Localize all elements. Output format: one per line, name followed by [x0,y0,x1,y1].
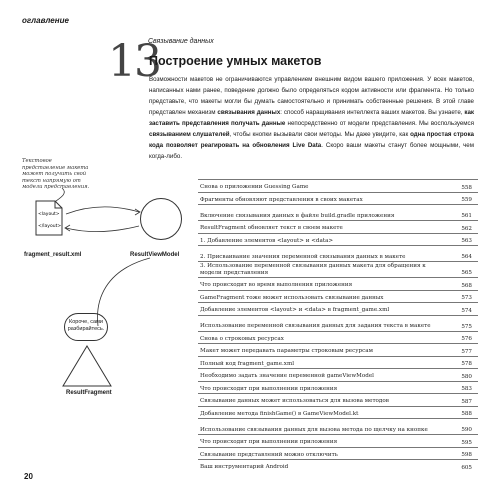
toc-row [198,179,478,192]
toc-title: Снова о строковых ресурсах [200,335,284,342]
file-label: fragment_result.xml [24,252,82,258]
toc-title: 3. Использование переменной связывания данных макета для обращения к модели представления [200,263,426,276]
toc-row [198,406,478,419]
toc-title: Добавление метода finishGame() в GameViewModel.kt [200,410,359,417]
toc-title: Что происходит во время выполнения приложения [200,282,353,288]
toc-title: Необходимо задать значение переменной gameViewModel [200,373,374,379]
chapter-number: 13 [108,36,160,87]
toc-title: Связывание представлений можно отключить [200,451,338,458]
toc-row [198,368,478,381]
toc-page: 590 [461,427,472,433]
toc-title: GameFragment тоже может использовать связывание данных [200,294,384,301]
toc-title: Включение связывания данных в файле build.gradle приложения [200,212,395,219]
toc-title: Ваш инструментарий Android [200,464,289,470]
toc-title: Что происходит при выполнении приложения [200,439,338,445]
section-label: оглавление [22,16,69,25]
toc-title: Использование связывания данных для вызова метода по щелчку на кнопке [200,426,428,433]
toc-title: Снова о приложении Guessing Game [200,184,309,190]
toc-title: Связывание данных может использоваться для вызова методов [200,398,389,404]
toc-page: 595 [461,439,472,446]
toc-title: ResultFragment обновляет текст в своем макете [200,225,343,231]
speech-bubble: Короче, сами разбирайтесь. [64,313,108,341]
toc-row [198,459,478,472]
toc-page: 577 [461,348,472,355]
toc-row [198,233,478,246]
toc-page: 578 [461,361,472,367]
toc-page: 561 [461,213,472,219]
toc-page: 563 [461,238,472,244]
toc-page: 576 [461,336,472,342]
toc-title: Полный код fragment_game.xml [200,360,295,367]
toc-row [198,343,478,356]
chapter-intro: Возможности макетов не ограничиваются управлением внешним видом вашего приложения. У всех макетов, написанных нами ранее, поведение должно было определяться кодом активности или фрагмента. Но только представьте, что макеты могли бы думать самостоятельно и принимать собственные решения. В этой главе представлен механизм связывания данных: способ наращивания интеллекта ваших макетов. Вы узнаете, как заставить представления получать данные непосредственно от модели представления. Мы воспользуемся связыванием слушателей, чтобы кнопки вызывали свои методы. Мы даже увидите, как одна простая строка кода позволяет реагировать на обновления Live Data. Скоро ваши макеты станут более мощными, чем когда-либо. [149,76,475,160]
toc-row [198,220,478,233]
intro-lead: Возможности макетов не ограничиваются управлением внешним видом вашего приложения. [149,76,425,83]
toc-title: Что происходит при выполнении приложения [200,385,338,392]
toc-row [198,261,478,277]
chapter-title: Построение умных макетов [149,54,322,68]
toc-page: 574 [461,307,472,314]
toc-page: 562 [461,225,472,232]
toc-row [198,331,478,344]
toc-row [198,302,478,315]
toc-page: 605 [461,464,472,471]
toc-title: 2. Присваивание значения переменной связывания данных в макете [200,253,406,260]
handwritten-note: Текстовое представление макета может получить свой текст напрямую от модели представления. [22,158,90,190]
file-tag-open: <layout> [38,212,60,217]
toc-title: Фрагменты обновляют представления в своих макетах [200,196,363,203]
toc-row [198,315,478,331]
toc-row [198,277,478,290]
toc-page: 583 [461,386,472,392]
toc-row [198,356,478,369]
toc-page: 568 [461,282,472,289]
toc-page: 580 [461,373,472,380]
toc-row [198,381,478,394]
toc-page: 558 [461,184,472,191]
toc-row [198,434,478,447]
table-of-contents [198,179,478,472]
toc-page: 587 [461,398,472,405]
toc-row [198,447,478,460]
toc-row [198,290,478,303]
toc-page: 598 [461,452,472,458]
fragment-label: ResultFragment [66,390,112,396]
toc-page: 573 [461,295,472,301]
toc-title: Использование переменной связывания данных для задания текста в макете [200,323,431,329]
toc-page: 565 [461,270,472,276]
toc-page: 588 [461,411,472,417]
file-tag-close: </layout> [38,224,62,229]
xml-file-icon [35,200,63,236]
toc-row [198,192,478,205]
toc-title: 1. Добавление элементов <layout> и <data> [200,237,334,244]
toc-title: Макет может передавать параметры строковым ресурсам [200,348,373,354]
toc-row [198,204,478,220]
toc-row [198,418,478,434]
toc-page: 559 [461,197,472,203]
toc-row [198,245,478,261]
toc-row [198,393,478,406]
viewmodel-label: ResultViewModel [130,252,180,258]
toc-title: Добавление элементов <layout> и <data> в fragment_game.xml [200,307,390,313]
chapter-subtitle: Связывание данных [148,38,214,45]
page-number: 20 [24,472,33,481]
toc-page: 564 [461,254,472,260]
viewmodel-circle [140,198,182,240]
fragment-triangle [62,345,112,387]
toc-page: 575 [461,323,472,330]
